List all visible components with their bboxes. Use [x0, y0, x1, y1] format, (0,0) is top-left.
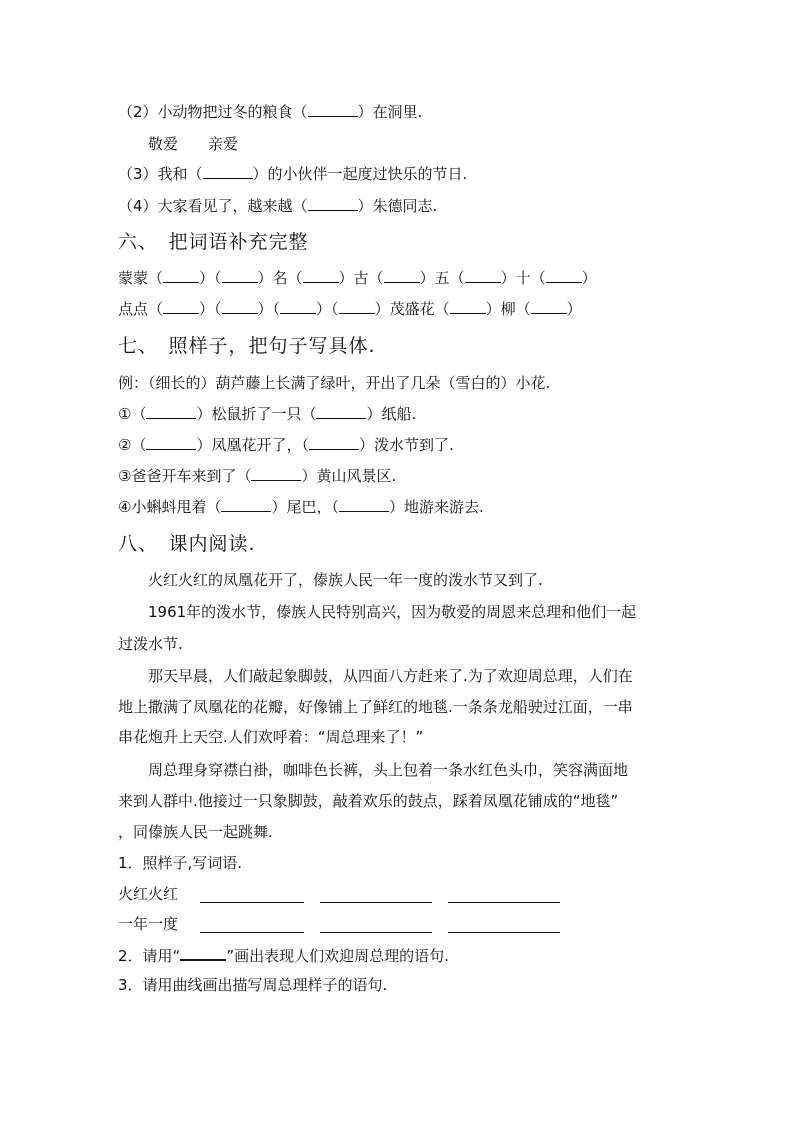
q7-item1-seg: ）松鼠折了一只（ [196, 405, 317, 423]
q7-item4-seg: ④小蝌蚪甩着（ [118, 498, 222, 516]
sub-question-1-row-2 [118, 914, 560, 934]
q5-item-3-text-a: （3）我和（ [118, 165, 203, 183]
q6-row2-blank[interactable] [339, 299, 375, 314]
q6-row1-blank[interactable] [465, 268, 501, 283]
q7-item4-seg: ）地游来游去. [388, 498, 484, 516]
passage-p2-line1: 1961年的泼水节，傣族人民特别高兴，因为敬爱的周恩来总理和他们一起 [148, 603, 637, 621]
q6-row1-seg: ）名（ [257, 269, 303, 287]
q6-row1-blank[interactable] [303, 268, 339, 283]
q6-row1-blank[interactable] [222, 268, 258, 283]
sub-question-3: 3．请用曲线画出描写周总理样子的语句. [118, 976, 388, 994]
sub-question-2 [118, 945, 449, 966]
q5-item-2-text-b: ）在洞里. [357, 103, 423, 121]
q7-item4-blank[interactable] [221, 497, 271, 512]
q7-item2-seg: ②（ [118, 436, 147, 454]
q7-item3-seg: ）黄山风景区. [301, 467, 397, 485]
q7-item2-seg: ）泼水节到了. [358, 436, 454, 454]
q6-row-1 [118, 268, 597, 288]
sub-question-2-text-b: ”画出表现人们欢迎周总理的语句. [226, 947, 449, 965]
q6-row2-seg: ） [566, 300, 582, 318]
q7-item-3 [118, 466, 396, 486]
q5-item-3-blank[interactable] [203, 164, 253, 179]
q7-item4-seg: ）尾巴，（ [271, 498, 339, 516]
q5-item-2-blank[interactable] [308, 102, 358, 117]
q5-item-4 [118, 196, 437, 216]
sub-question-2-text-a: 2．请用“ [118, 947, 181, 965]
passage-p3-line3: 串花炮升上天空.人们欢呼着：“周总理来了！” [118, 728, 424, 746]
answer-line[interactable] [448, 916, 560, 933]
q5-item-3 [118, 164, 467, 184]
q5-item-2-text-a: （2）小动物把过冬的粮食（ [118, 103, 308, 121]
q6-row2-blank[interactable] [163, 299, 199, 314]
q6-row2-seg: ）茂盛花（ [374, 300, 450, 318]
passage-p3-line2: 地上撒满了凤凰花的花瓣，好像铺上了鲜红的地毯.一条条龙船驶过江面，一串 [118, 698, 633, 716]
answer-line[interactable] [448, 886, 560, 903]
q6-row2-seg: 点点（ [118, 300, 164, 318]
underline-sample [180, 945, 226, 961]
q6-row1-blank[interactable] [384, 268, 420, 283]
q7-item1-seg: ）纸船. [366, 405, 417, 423]
passage-p4-line1: 周总理身穿襟白褂，咖啡色长裤，头上包着一条水红色头巾，笑容满面地 [148, 761, 629, 779]
q5-item-3-text-b: ）的小伙伴一起度过快乐的节日. [252, 165, 468, 183]
q5-item-4-blank[interactable] [308, 196, 358, 211]
q6-row2-seg: ）（ [199, 300, 222, 318]
answer-line[interactable] [320, 886, 432, 903]
q6-row2-seg: ）柳（ [485, 300, 531, 318]
q6-row2-blank[interactable] [280, 299, 316, 314]
q6-row1-seg: ）古（ [338, 269, 384, 287]
section-7-title: 七、 照样子，把句子写具体. [118, 335, 376, 357]
q7-item-4 [118, 497, 484, 517]
q6-row1-seg: ）十（ [500, 269, 546, 287]
q6-row-2 [118, 299, 582, 319]
answer-line[interactable] [320, 916, 432, 933]
sub-question-1-row-1 [118, 884, 560, 904]
section-8-title: 八、 课内阅读. [118, 533, 256, 555]
q6-row2-seg: ）（ [316, 300, 339, 318]
q7-item4-blank[interactable] [339, 497, 389, 512]
q7-item-1 [118, 404, 416, 424]
answer-line[interactable] [200, 916, 304, 933]
q6-row1-blank[interactable] [163, 268, 199, 283]
q6-row2-blank[interactable] [531, 299, 567, 314]
q7-item2-blank[interactable] [309, 435, 359, 450]
passage-p4-line3: ，同傣族人民一起跳舞. [118, 823, 273, 841]
q6-row1-seg: ） [581, 269, 597, 287]
q5-item-4-text-b: ）朱德同志. [357, 197, 438, 215]
q7-item3-blank[interactable] [251, 466, 301, 481]
q6-row1-seg: ）（ [199, 269, 222, 287]
q5-options: 敬爱 亲爱 [148, 135, 239, 153]
q7-item1-blank[interactable] [146, 404, 196, 419]
q7-item1-blank[interactable] [316, 404, 366, 419]
example-word-2: 一年一度 [118, 915, 179, 933]
q5-item-4-text-a: （4）大家看见了，越来越（ [118, 197, 308, 215]
q7-item1-seg: ①（ [118, 405, 147, 423]
passage-p2-line2: 过泼水节. [118, 635, 183, 653]
q6-row1-blank[interactable] [546, 268, 582, 283]
passage-p1: 火红火红的凤凰花开了，傣族人民一年一度的泼水节又到了. [148, 571, 543, 589]
q5-item-2 [118, 102, 422, 122]
q6-row2-blank[interactable] [222, 299, 258, 314]
q7-item2-blank[interactable] [146, 435, 196, 450]
sub-question-1: 1．照样子,写词语. [118, 854, 243, 872]
q6-row2-seg: ）（ [257, 300, 281, 318]
passage-p3-line1: 那天早晨，人们敲起象脚鼓，从四面八方赶来了.为了欢迎周总理，人们在 [148, 667, 633, 685]
passage-p4-line2: 来到人群中.他接过一只象脚鼓，敲着欢乐的鼓点，踩着凤凰花铺成的“地毯” [118, 792, 619, 810]
example-word-1: 火红火红 [118, 885, 179, 903]
q7-item2-seg: ）凤凰花开了，（ [196, 436, 309, 454]
section-6-title: 六、 把词语补充完整 [118, 231, 309, 253]
q7-example: 例：（细长的）葫芦藤上长满了绿叶，开出了几朵（雪白的）小花. [118, 374, 551, 392]
q7-item3-seg: ③爸爸开车来到了（ [118, 467, 252, 485]
q7-item-2 [118, 435, 454, 455]
answer-line[interactable] [200, 886, 304, 903]
q6-row1-seg: ）五（ [419, 269, 465, 287]
q6-row1-seg: 蒙蒙（ [118, 269, 164, 287]
q6-row2-blank[interactable] [450, 299, 486, 314]
